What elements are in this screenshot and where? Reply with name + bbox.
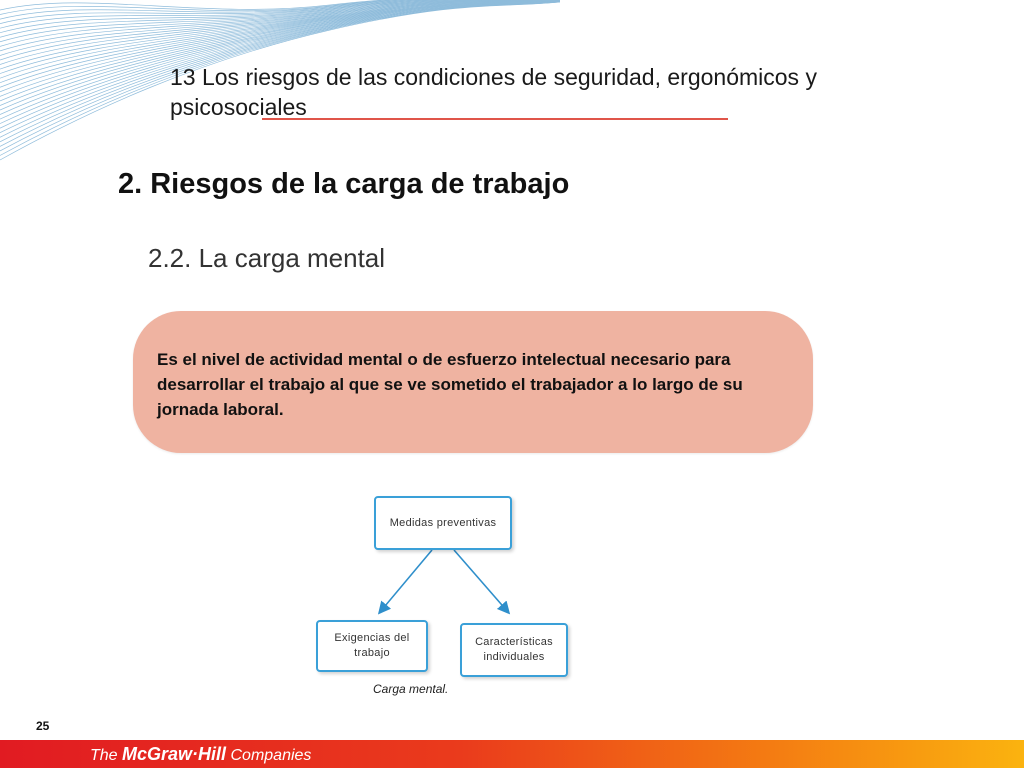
box-exigencias-trabajo: Exigencias del trabajo	[316, 620, 428, 672]
box-caracteristicas-individuales: Características individuales	[460, 623, 568, 677]
subsection-title: 2.2. La carga mental	[148, 243, 386, 273]
chapter-title: 13 Los riesgos de las condiciones de seguridad, ergonómicos y psicosociales	[170, 64, 817, 120]
brand-main: McGraw·Hill	[122, 744, 227, 764]
box-medidas-preventivas: Medidas preventivas	[374, 496, 512, 550]
page-number: 25	[36, 719, 50, 733]
arrow-right	[454, 550, 508, 612]
mental-load-diagram	[300, 488, 590, 703]
definition-text: Es el nivel de actividad mental o de esfuerzo intelectual necesario para desarrollar el trabajo al que se ve sometido el trabajador a lo largo de su jornada laboral.	[157, 350, 743, 419]
footer-bar	[0, 740, 1024, 768]
brand-prefix: The	[90, 747, 123, 764]
brand-suffix: Companies	[226, 747, 312, 764]
chapter-underline	[262, 118, 728, 120]
section-title: 2. Riesgos de la carga de trabajo	[118, 168, 570, 200]
footer-brand-logo	[90, 744, 311, 765]
diagram-caption: Carga mental.	[373, 682, 449, 696]
arrow-left	[380, 550, 432, 612]
definition-box	[133, 311, 813, 453]
